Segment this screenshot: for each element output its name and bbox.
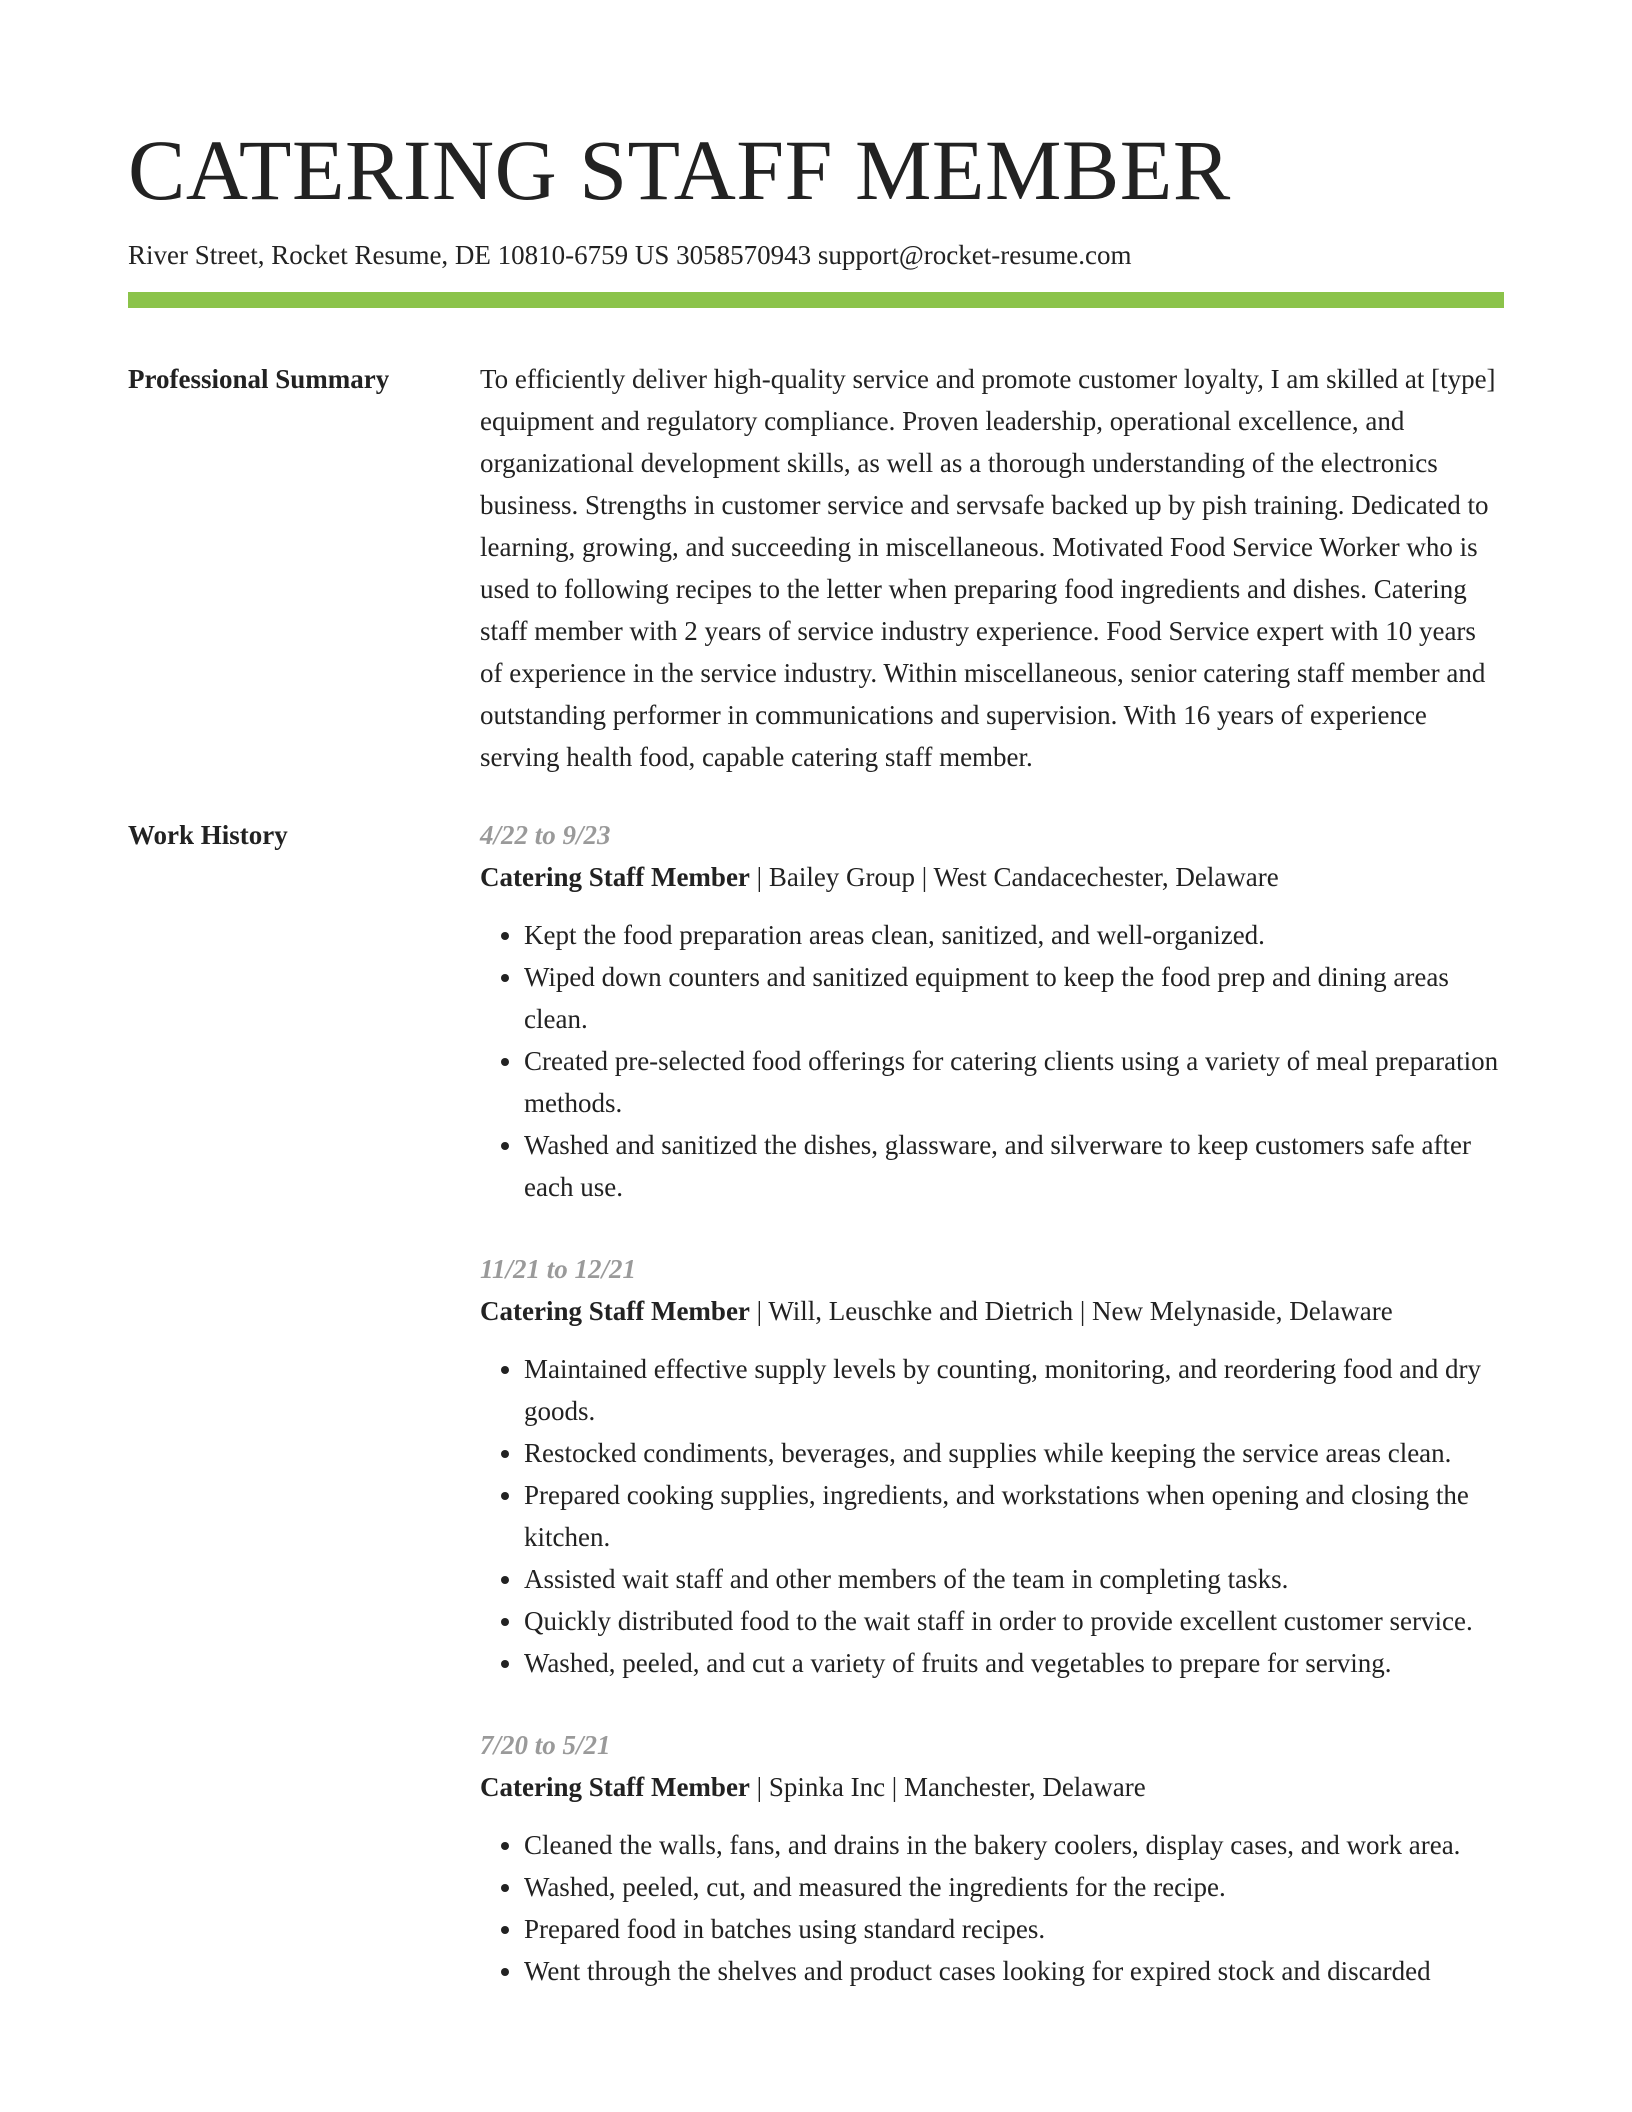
job-title: Catering Staff Member [480, 1296, 750, 1326]
duty-item: • Kept the food preparation areas clean, sanitized, and well-organized. [524, 914, 1504, 956]
job-heading [480, 1290, 1504, 1332]
section-label-work-history: Work History [128, 820, 288, 850]
job-entry [480, 1248, 1504, 1684]
summary-text: To efficiently deliver high-quality service and promote customer loyalty, I am skilled at [type] equipment and regulatory compliance. Proven leadership, operational excellence, and organizational development skills, as well as a thorough understanding of the electronics business. Strengths in customer service and servsafe backed up by pish training. Dedicated to learning, growing, and succeeding in miscellaneous. Motivated Food Service Worker who is used to following recipes to the letter when preparing food ingredients and dishes. Catering staff member with 2 years of service industry experience. Food Service expert with 10 years of experience in the service industry. Within miscellaneous, senior catering staff member and outstanding performer in communications and supervision. With 16 years of experience serving health food, capable catering staff member. [480, 364, 1496, 772]
job-title: Catering Staff Member [480, 1772, 750, 1802]
job-details: | Bailey Group | West Candacechester, Delaware [749, 862, 1279, 892]
duty-item: • Washed, peeled, and cut a variety of fruits and vegetables to prepare for serving. [524, 1642, 1504, 1684]
job-title: Catering Staff Member [480, 862, 750, 892]
job-duties [480, 914, 1504, 1208]
job-details: | Will, Leuschke and Dietrich | New Melynaside, Delaware [749, 1296, 1393, 1326]
section-label-summary: Professional Summary [128, 364, 390, 394]
duty-item: • Prepared food in batches using standard recipes. [524, 1908, 1504, 1950]
duty-item: • Cleaned the walls, fans, and drains in the bakery coolers, display cases, and work area. [524, 1824, 1504, 1866]
duty-item: • Restocked condiments, beverages, and supplies while keeping the service areas clean. [524, 1432, 1504, 1474]
duty-item: • Washed and sanitized the dishes, glassware, and silverware to keep customers safe after each use. [524, 1124, 1504, 1208]
resume-page [128, 0, 1504, 2032]
duty-item: • Washed, peeled, cut, and measured the ingredients for the recipe. [524, 1866, 1504, 1908]
job-dates: 4/22 to 9/23 [480, 820, 611, 850]
job-list [480, 814, 1504, 2032]
job-entry [480, 1724, 1504, 1992]
job-dates: 7/20 to 5/21 [480, 1730, 611, 1760]
duty-item: • Created pre-selected food offerings for catering clients using a variety of meal preparation methods. [524, 1040, 1504, 1124]
duty-item: • Prepared cooking supplies, ingredients, and workstations when opening and closing the kitchen. [524, 1474, 1504, 1558]
professional-summary-section [128, 358, 1504, 778]
page-title: CATERING STAFF MEMBER [128, 122, 1231, 218]
work-history-section [128, 814, 1504, 2032]
job-heading [480, 1766, 1504, 1808]
duty-item: • Maintained effective supply levels by counting, monitoring, and reordering food and dry goods. [524, 1348, 1504, 1432]
job-details: | Spinka Inc | Manchester, Delaware [749, 1772, 1146, 1802]
duty-item: • Assisted wait staff and other members of the team in completing tasks. [524, 1558, 1504, 1600]
job-dates: 11/21 to 12/21 [480, 1254, 637, 1284]
duty-item: • Wiped down counters and sanitized equipment to keep the food prep and dining areas clean. [524, 956, 1504, 1040]
duty-item: • Quickly distributed food to the wait staff in order to provide excellent customer service. [524, 1600, 1504, 1642]
job-heading [480, 856, 1504, 898]
duty-item: • Went through the shelves and product cases looking for expired stock and discarded [524, 1950, 1504, 1992]
header-divider [128, 292, 1504, 308]
job-entry [480, 814, 1504, 1208]
job-duties [480, 1824, 1504, 1992]
job-duties [480, 1348, 1504, 1684]
contact-line: River Street, Rocket Resume, DE 10810-6759 US 3058570943 support@rocket-resume.com [128, 240, 1132, 270]
